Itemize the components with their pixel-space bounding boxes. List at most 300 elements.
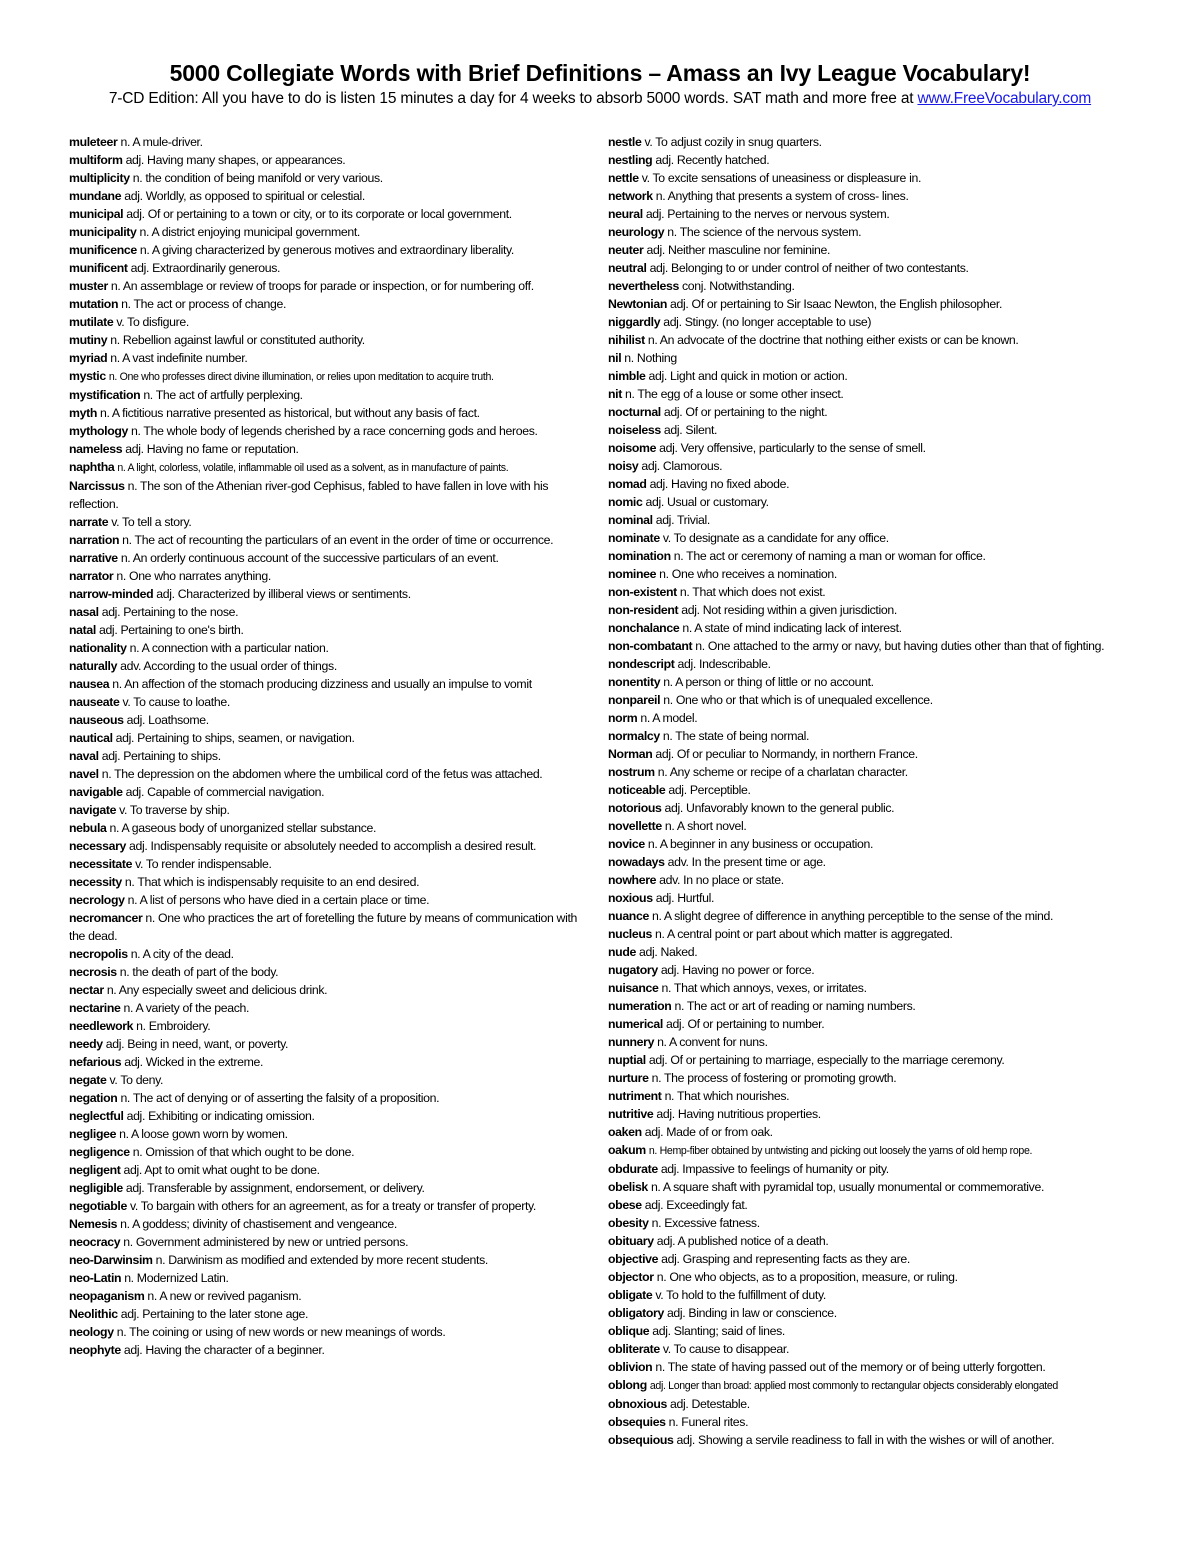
vocab-entry [69,1323,595,1341]
vocab-word: myth [69,406,97,420]
vocab-definition: adj. Binding in law or conscience. [666,1306,837,1320]
vocab-word: nimble [608,369,646,383]
vocab-definition: adj. Of or pertaining to number. [665,1017,825,1031]
free-vocabulary-link[interactable]: www.FreeVocabulary.com [917,90,1092,107]
vocab-definition: n. That which does not exist. [679,585,826,599]
vocab-definition: adj. Clamorous. [641,459,723,473]
vocab-definition: adj. Trivial. [655,513,710,527]
vocab-word: obligatory [608,1306,664,1320]
vocab-entry [69,477,595,513]
vocab-definition: n. The act of artfully perplexing. [143,388,303,402]
vocab-entry [69,837,595,855]
vocab-entry [69,657,595,675]
vocab-definition: n. A convent for nuns. [657,1035,768,1049]
vocab-definition: adj. Perceptible. [668,783,751,797]
vocab-entry [69,1215,595,1233]
vocab-entry [608,313,1128,331]
vocab-definition: n. Rebellion against lawful or constituted authority. [110,333,365,347]
vocab-word: objector [608,1270,654,1284]
vocab-word: navel [69,767,99,781]
vocab-entry [69,259,595,277]
vocab-definition: n. The act or process of change. [121,297,287,311]
vocab-entry [608,1322,1128,1340]
vocab-definition: adv. In the present time or age. [667,855,826,869]
vocab-entry [608,835,1128,853]
vocab-entry [608,169,1128,187]
vocab-definition: adj. Slanting; said of lines. [652,1324,785,1338]
vocab-definition: adj. Grasping and representing facts as they are. [661,1252,910,1266]
vocab-definition: v. To hold to the fulfillment of duty. [655,1288,826,1302]
vocab-word: neurology [608,225,665,239]
page-title: 5000 Collegiate Words with Brief Definitions – Amass an Ivy League Vocabulary! [169,60,1031,86]
vocab-entry [608,691,1128,709]
vocab-word: narrative [69,551,118,565]
vocab-word: navigate [69,803,117,817]
vocab-definition: adj. Pertaining to ships, seamen, or navigation. [115,731,355,745]
vocab-entry [608,349,1128,367]
vocab-definition: adj. Hurtful. [655,891,715,905]
vocab-word: numerical [608,1017,663,1031]
vocab-entry [608,781,1128,799]
vocab-definition: n. That which nourishes. [664,1089,790,1103]
vocab-entry [69,386,595,404]
vocab-word: obliterate [608,1342,660,1356]
vocab-definition: adj. Naked. [638,945,698,959]
vocab-entry [69,1053,595,1071]
vocab-entry [608,979,1128,997]
vocab-entry [69,331,595,349]
vocab-definition: adj. Having no power or force. [660,963,815,977]
vocab-definition: adj. Usual or customary. [645,495,769,509]
vocab-entry [69,1179,595,1197]
vocab-word: Norman [608,747,653,761]
vocab-word: norm [608,711,638,725]
vocab-definition: v. To tell a story. [111,515,192,529]
vocab-entry [69,1305,595,1323]
vocab-entry [69,151,595,169]
vocab-entry [608,619,1128,637]
vocab-word: multiplicity [69,171,130,185]
vocab-entry [608,1286,1128,1304]
vocab-word: nestling [608,153,653,167]
vocab-word: negligee [69,1127,117,1141]
vocab-word: negligible [69,1181,123,1195]
vocab-entry [608,1250,1128,1268]
vocab-word: nonpareil [608,693,661,707]
vocab-word: nautical [69,731,113,745]
vocab-definition: n. The state of being normal. [662,729,810,743]
vocab-word: niggardly [608,315,661,329]
vocab-entry [608,997,1128,1015]
vocab-definition: n. Omission of that which ought to be done. [132,1145,355,1159]
vocab-definition: v. To adjust cozily in snug quarters. [644,135,822,149]
vocab-definition: n. A gaseous body of unorganized stellar substance. [109,821,377,835]
vocab-definition: adj. Very offensive, particularly to the sense of smell. [659,441,926,455]
vocab-entry [69,855,595,873]
vocab-definition: adj. Of or pertaining to a town or city, or to its corporate or local government. [126,207,512,221]
vocab-word: necessity [69,875,122,889]
vocab-entry [608,1431,1128,1449]
vocab-entry [69,765,595,783]
vocab-definition: adj. Unfavorably known to the general public. [664,801,895,815]
vocab-entry [69,313,595,331]
vocab-definition: n. A central point or part about which matter is aggregated. [655,927,953,941]
vocab-entry [608,1340,1128,1358]
vocab-entry [69,981,595,999]
vocab-word: neology [69,1325,114,1339]
vocab-word: numeration [608,999,672,1013]
vocab-definition: v. To bargain with others for an agreement, as for a treaty or transfer of property. [130,1199,536,1213]
vocab-entry [69,1089,595,1107]
vocab-definition: adj. Showing a servile readiness to fall in with the wishes or will of another. [676,1433,1055,1447]
vocab-word: Narcissus [69,479,125,493]
vocab-word: nowadays [608,855,665,869]
vocab-entry [608,151,1128,169]
vocab-definition: n. A short novel. [664,819,747,833]
vocab-definition: adj. Detestable. [670,1397,750,1411]
vocab-entry [608,1268,1128,1286]
vocab-definition: v. To designate as a candidate for any office. [662,531,889,545]
vocab-word: necropolis [69,947,128,961]
vocab-definition: adj. Having no fixed abode. [649,477,790,491]
vocab-word: multiform [69,153,123,167]
page-subtitle [0,88,1200,110]
vocab-entry [608,223,1128,241]
left-column [69,133,595,1359]
vocab-entry [608,1051,1128,1069]
vocab-word: noticeable [608,783,666,797]
vocab-entry [69,531,595,549]
vocab-definition: n. A beginner in any business or occupation. [647,837,874,851]
vocab-word: nausea [69,677,110,691]
vocab-definition: adj. Transferable by assignment, endorsement, or delivery. [125,1181,425,1195]
vocab-definition: n. A state of mind indicating lack of interest. [682,621,902,635]
vocab-word: nurture [608,1071,649,1085]
vocab-word: neural [608,207,643,221]
vocab-entry [69,711,595,729]
vocab-definition: v. To traverse by ship. [119,803,230,817]
vocab-definition: n. The process of fostering or promoting growth. [651,1071,897,1085]
vocab-word: natal [69,623,96,637]
vocab-entry [608,709,1128,727]
vocab-entry [69,819,595,837]
vocab-entry [608,799,1128,817]
vocab-definition: n. An advocate of the doctrine that nothing either exists or can be known. [647,333,1019,347]
vocab-definition: adj. Longer than broad: applied most commonly to rectangular objects considerably elongated [649,1380,1058,1392]
vocab-entry [608,583,1128,601]
vocab-word: nauseate [69,695,120,709]
vocab-definition: n. A model. [640,711,698,725]
vocab-word: noisome [608,441,657,455]
vocab-word: mundane [69,189,122,203]
vocab-definition: n. One who narrates anything. [116,569,271,583]
vocab-definition: n. One who professes direct divine illumination, or relies upon meditation to acquire truth. [108,371,494,383]
vocab-word: necrosis [69,965,117,979]
vocab-entry [608,1033,1128,1051]
vocab-entry [69,367,595,386]
vocab-entry [69,567,595,585]
vocab-word: nomic [608,495,643,509]
vocab-entry [608,1069,1128,1087]
vocab-definition: n. An orderly continuous account of the successive particulars of an event. [120,551,499,565]
vocab-word: obdurate [608,1162,658,1176]
vocab-entry [69,205,595,223]
vocab-entry [608,547,1128,565]
vocab-entry [69,1035,595,1053]
vocab-entry [608,1196,1128,1214]
vocab-definition: n. the death of part of the body. [119,965,279,979]
vocab-definition: n. That which annoys, vexes, or irritates. [661,981,867,995]
vocab-word: mutilate [69,315,114,329]
vocab-definition: adj. Stingy. (no longer acceptable to use) [663,315,872,329]
vocab-word: Nemesis [69,1217,118,1231]
vocab-entry [608,745,1128,763]
vocab-definition: adj. Exhibiting or indicating omission. [126,1109,315,1123]
vocab-entry [608,421,1128,439]
vocab-word: nude [608,945,636,959]
vocab-definition: adj. A published notice of a death. [656,1234,829,1248]
vocab-word: nonentity [608,675,661,689]
vocab-word: narrate [69,515,109,529]
vocab-definition: n. Hemp-fiber obtained by untwisting and picking out loosely the yarns of old hemp rope. [648,1145,1033,1157]
vocab-definition: adj. Capable of commercial navigation. [125,785,325,799]
vocab-word: obituary [608,1234,654,1248]
vocab-entry [608,187,1128,205]
vocab-entry [69,999,595,1017]
vocab-definition: adj. Pertaining to the nerves or nervous system. [645,207,890,221]
vocab-entry [608,403,1128,421]
vocab-definition: adj. Loathsome. [126,713,209,727]
vocab-word: nil [608,351,622,365]
vocab-definition: adj. Exceedingly fat. [644,1198,748,1212]
vocab-word: obelisk [608,1180,648,1194]
vocab-word: noiseless [608,423,661,437]
vocab-entry [608,1214,1128,1232]
vocab-definition: n. One attached to the army or navy, but having duties other than that of fighting. [695,639,1105,653]
vocab-word: nihilist [608,333,645,347]
vocab-word: neo-Latin [69,1271,122,1285]
vocab-word: nomination [608,549,671,563]
vocab-definition: n. A list of persons who have died in a certain place or time. [127,893,430,907]
vocab-definition: adj. Wicked in the extreme. [124,1055,264,1069]
vocab-definition: n. The coining or using of new words or new meanings of words. [116,1325,446,1339]
vocab-word: mystic [69,369,106,383]
vocab-definition: adj. Pertaining to the nose. [101,605,239,619]
vocab-word: nestle [608,135,642,149]
vocab-word: mutiny [69,333,108,347]
vocab-definition: adj. Indescribable. [677,657,771,671]
vocab-entry [69,549,595,567]
vocab-word: nocturnal [608,405,661,419]
vocab-entry [69,801,595,819]
vocab-definition: n. Any especially sweet and delicious drink. [106,983,328,997]
vocab-definition: n. The son of the Athenian river-god Cephisus, fabled to have fallen in love with his reflection. [69,479,549,511]
vocab-definition: n. Government administered by new or untried persons. [123,1235,409,1249]
vocab-word: nectar [69,983,104,997]
vocab-entry [69,169,595,187]
vocab-word: obsequies [608,1415,666,1429]
vocab-entry [608,205,1128,223]
vocab-word: necessary [69,839,127,853]
vocab-entry [69,639,595,657]
vocab-entry [69,349,595,367]
vocab-word: noxious [608,891,653,905]
vocab-word: nauseous [69,713,124,727]
vocab-definition: adj. Of or pertaining to Sir Isaac Newton, the English philosopher. [670,297,1003,311]
vocab-word: munificence [69,243,137,257]
vocab-entry [69,747,595,765]
vocab-entry [69,277,595,295]
vocab-definition: adj. Belonging to or under control of neither of two contestants. [649,261,969,275]
vocab-word: needlework [69,1019,134,1033]
vocab-word: negotiable [69,1199,127,1213]
vocab-word: nominal [608,513,653,527]
vocab-entry [608,295,1128,313]
vocab-entry [69,1341,595,1359]
vocab-definition: n. Darwinism as modified and extended by more recent students. [155,1253,488,1267]
vocab-word: nasal [69,605,99,619]
vocab-word: neopaganism [69,1289,145,1303]
vocab-definition: adj. Having no fame or reputation. [125,442,299,456]
vocab-word: myriad [69,351,108,365]
vocab-definition: n. An assemblage or review of troops for parade or inspection, or for numbering off. [110,279,534,293]
vocab-definition: v. To disfigure. [116,315,189,329]
vocab-definition: n. Embroidery. [136,1019,211,1033]
vocab-definition: n. A new or revived paganism. [147,1289,302,1303]
vocab-definition: n. A light, colorless, volatile, inflammable oil used as a solvent, as in manufacture of paints. [117,462,509,474]
vocab-entry [608,655,1128,673]
vocab-definition: n. Excessive fatness. [651,1216,760,1230]
vocab-word: nondescript [608,657,675,671]
vocab-entry [608,1376,1128,1395]
vocab-definition: v. To cause to disappear. [662,1342,790,1356]
vocab-entry [69,1287,595,1305]
vocab-word: naturally [69,659,118,673]
vocab-entry [69,603,595,621]
vocab-word: nominate [608,531,660,545]
vocab-entry [608,853,1128,871]
vocab-definition: adj. Characterized by illiberal views or sentiments. [156,587,411,601]
vocab-word: oakum [608,1143,646,1157]
vocab-definition: n. One who objects, as to a proposition, measure, or ruling. [656,1270,958,1284]
vocab-entry [608,439,1128,457]
vocab-word: objective [608,1252,659,1266]
vocab-entry [608,565,1128,583]
vocab-entry [608,637,1128,655]
vocab-definition: n. A loose gown worn by women. [119,1127,288,1141]
vocab-definition: n. A giving characterized by generous motives and extraordinary liberality. [139,243,514,257]
vocab-entry [69,693,595,711]
vocab-definition: adj. Of or pertaining to the night. [663,405,828,419]
vocab-entry [69,909,595,945]
vocab-entry [608,1232,1128,1250]
vocab-entry [608,673,1128,691]
vocab-definition: n. A person or thing of little or no account. [663,675,874,689]
vocab-word: obesity [608,1216,649,1230]
vocab-word: normalcy [608,729,660,743]
vocab-entry [608,1123,1128,1141]
vocab-entry [69,187,595,205]
vocab-word: necessitate [69,857,133,871]
vocab-word: non-existent [608,585,677,599]
vocab-word: nuisance [608,981,659,995]
vocab-definition: n. Modernized Latin. [124,1271,229,1285]
vocab-word: narrow-minded [69,587,154,601]
vocab-definition: adj. Having nutritious properties. [656,1107,821,1121]
vocab-entry [69,1071,595,1089]
vocab-definition: adj. Neither masculine nor feminine. [646,243,831,257]
vocab-word: negligence [69,1145,130,1159]
vocab-definition: adj. Pertaining to one's birth. [98,623,244,637]
vocab-word: neuter [608,243,644,257]
vocab-word: munificent [69,261,128,275]
vocab-entry [608,1087,1128,1105]
vocab-word: necrology [69,893,125,907]
vocab-definition: adj. Of or peculiar to Normandy, in northern France. [655,747,918,761]
vocab-definition: adj. Having the character of a beginner. [123,1343,325,1357]
vocab-entry [608,1413,1128,1431]
vocab-entry [69,404,595,422]
vocab-word: nuance [608,909,649,923]
vocab-entry [69,422,595,440]
vocab-definition: n. A fictitious narrative presented as historical, but without any basis of fact. [99,406,480,420]
vocab-word: nonchalance [608,621,680,635]
vocab-word: noisy [608,459,639,473]
vocab-definition: adj. Having many shapes, or appearances. [125,153,346,167]
vocab-definition: adj. Of or pertaining to marriage, especially to the marriage ceremony. [648,1053,1005,1067]
vocab-definition: adj. Apt to omit what ought to be done. [123,1163,320,1177]
vocab-word: obese [608,1198,642,1212]
vocab-word: Newtonian [608,297,668,311]
vocab-entry [608,1178,1128,1196]
vocab-word: notorious [608,801,662,815]
right-column [608,133,1128,1449]
vocab-entry [69,1161,595,1179]
vocab-word: neocracy [69,1235,121,1249]
vocab-definition: n. The egg of a louse or some other insect. [624,387,844,401]
vocab-word: oblique [608,1324,650,1338]
vocab-word: nowhere [608,873,657,887]
vocab-entry [608,259,1128,277]
vocab-word: naphtha [69,460,115,474]
vocab-word: municipality [69,225,137,239]
vocab-entry [69,223,595,241]
vocab-entry [608,1358,1128,1376]
vocab-definition: v. To cause to loathe. [122,695,230,709]
vocab-entry [69,458,595,477]
vocab-word: oblivion [608,1360,653,1374]
vocab-entry [608,1304,1128,1322]
vocab-definition: adj. Silent. [663,423,718,437]
vocab-entry [69,585,595,603]
vocab-word: mythology [69,424,129,438]
vocab-entry [69,440,595,458]
vocab-word: nectarine [69,1001,121,1015]
vocab-entry [608,385,1128,403]
vocab-definition: n. A slight degree of difference in anything perceptible to the sense of the mind. [651,909,1054,923]
vocab-entry [608,529,1128,547]
vocab-word: nefarious [69,1055,122,1069]
vocab-definition: n. The act or art of reading or naming numbers. [674,999,916,1013]
vocab-entry [69,783,595,801]
vocab-word: network [608,189,653,203]
vocab-entry [608,331,1128,349]
vocab-entry [608,1015,1128,1033]
vocab-entry [69,513,595,531]
vocab-word: nettle [608,171,639,185]
vocab-word: mystification [69,388,141,402]
vocab-definition: n. The depression on the abdomen where the umbilical cord of the fetus was attached. [101,767,543,781]
